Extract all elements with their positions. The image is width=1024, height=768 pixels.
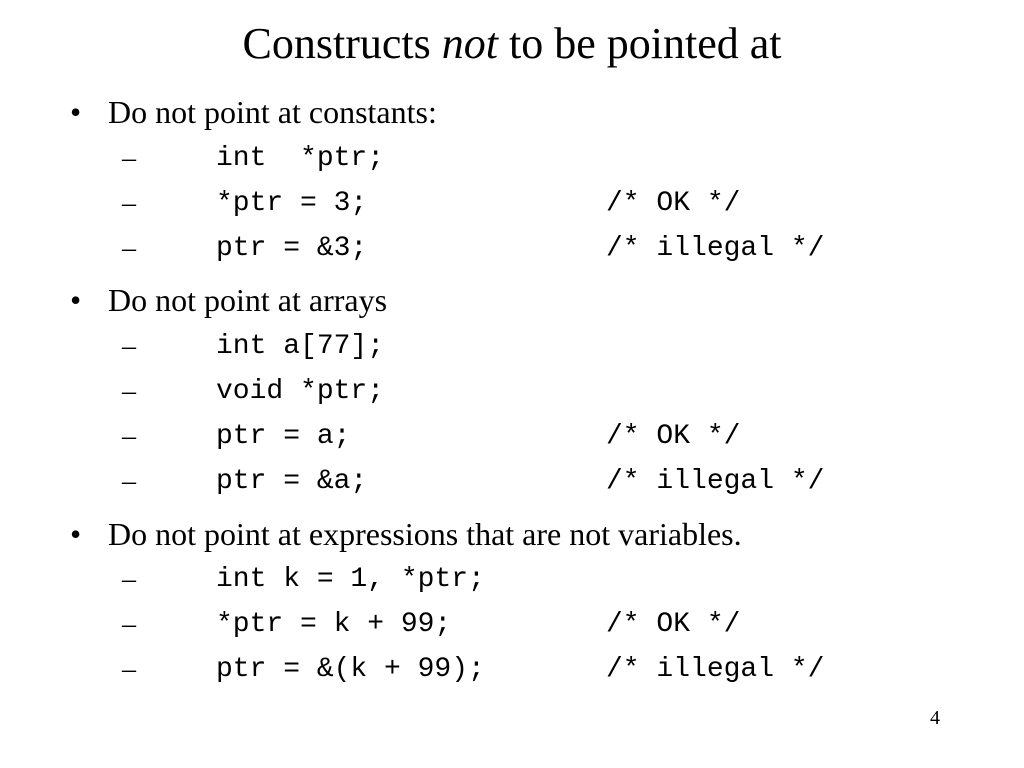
code-comment: /* OK */ [606, 609, 741, 640]
dash-marker: – [122, 188, 136, 219]
code-text: int k = 1, *ptr; [216, 564, 485, 595]
dash-marker: – [122, 466, 136, 497]
dash-marker: – [122, 654, 136, 685]
bullet-text: Do not point at constants: [108, 94, 437, 130]
code-text: *ptr = 3; [216, 188, 368, 219]
page-number: 4 [930, 707, 940, 729]
bullet-arrays [70, 280, 387, 320]
title-emphasis: not [441, 19, 498, 68]
dash-marker: – [122, 376, 136, 407]
dash-marker: – [122, 331, 136, 362]
code-comment: /* illegal */ [606, 654, 825, 685]
bullet-marker: • [70, 94, 82, 130]
code-text: void *ptr; [216, 376, 385, 407]
code-text: int a[77]; [216, 331, 385, 362]
bullet-marker: • [70, 516, 82, 552]
bullet-constants [70, 92, 437, 132]
bullet-expressions [70, 514, 742, 554]
code-comment: /* OK */ [606, 188, 741, 219]
dash-marker: – [122, 564, 136, 595]
code-text: ptr = a; [216, 421, 351, 452]
dash-marker: – [122, 421, 136, 452]
title-text-after: to be pointed at [497, 19, 782, 68]
code-comment: /* illegal */ [606, 233, 825, 264]
code-comment: /* illegal */ [606, 466, 825, 497]
bullet-marker: • [70, 282, 82, 318]
code-text: ptr = &a; [216, 466, 368, 497]
title-text-before: Constructs [242, 19, 442, 68]
code-text: ptr = &3; [216, 233, 368, 264]
code-comment: /* OK */ [606, 421, 741, 452]
bullet-text: Do not point at expressions that are not variables. [108, 516, 742, 552]
code-text: ptr = &(k + 99); [216, 654, 485, 685]
bullet-text: Do not point at arrays [108, 282, 388, 318]
code-text: int *ptr; [216, 143, 385, 174]
dash-marker: – [122, 233, 136, 264]
code-text: *ptr = k + 99; [216, 609, 452, 640]
dash-marker: – [122, 609, 136, 640]
dash-marker: – [122, 143, 136, 174]
slide-title [0, 14, 1024, 74]
